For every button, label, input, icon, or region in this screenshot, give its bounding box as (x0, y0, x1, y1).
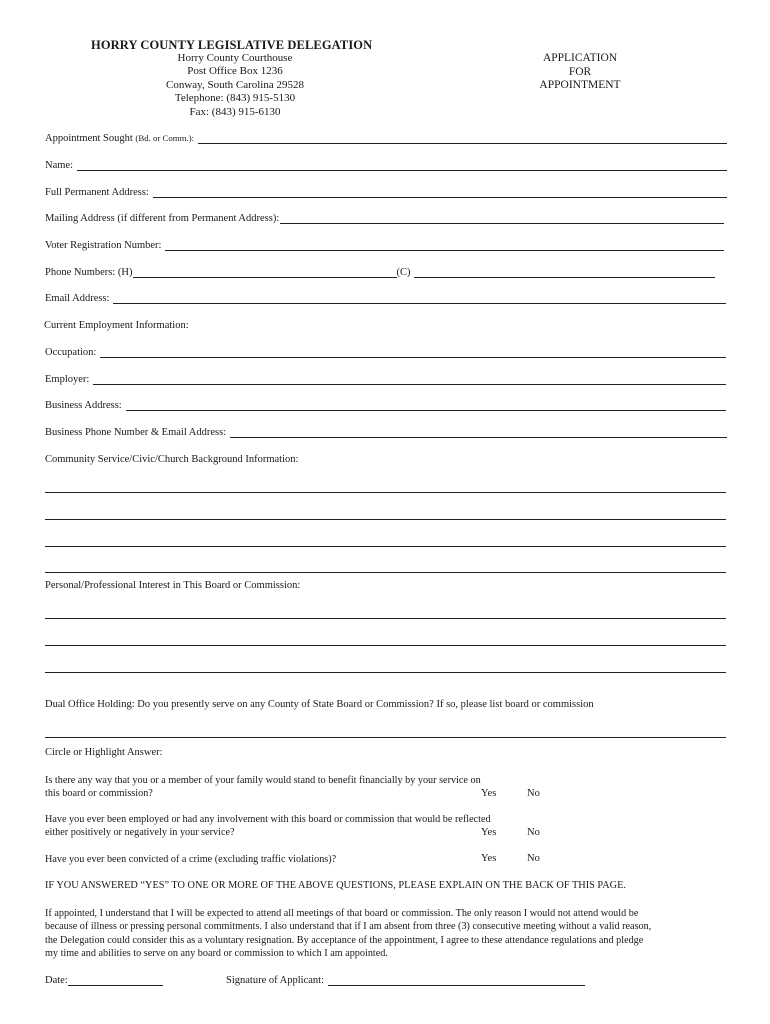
form-title-line: APPLICATION (542, 52, 618, 64)
personal-interest-heading: Personal/Professional Interest in This Board or Commission: (45, 580, 301, 591)
mailing-address-field (45, 213, 724, 224)
phone-home-input[interactable] (133, 267, 397, 278)
business-phone-email-field (45, 427, 727, 438)
form-title-line: FOR (568, 65, 592, 78)
phone-cell-label: (C) (396, 267, 411, 278)
email-label: Email Address: (45, 293, 110, 304)
question-prior-involvement (45, 813, 491, 840)
mailing-address-input[interactable] (280, 213, 724, 224)
question-text: Have you ever been employed or had any involvement with this board or commission that would be reflected (45, 814, 491, 825)
explain-on-back-note: IF YOU ANSWERED “YES” TO ONE OR MORE OF THE ABOVE QUESTIONS, PLEASE EXPLAIN ON THE BACK OF THIS PAGE. (45, 880, 626, 891)
business-address-field (45, 400, 726, 411)
form-title-line: APPOINTMENT (539, 79, 621, 92)
courthouse-address (150, 52, 320, 119)
business-phone-email-label: Business Phone Number & Email Address: (45, 427, 227, 438)
name-field (45, 160, 727, 171)
community-background-input-line[interactable] (45, 546, 726, 547)
signature-input[interactable] (328, 975, 585, 986)
permanent-address-label: Full Permanent Address: (45, 187, 149, 198)
attendance-agreement (45, 907, 735, 960)
question-text: Have you ever been convicted of a crime (excluding traffic violations)? (45, 854, 337, 865)
answer-no[interactable]: No (527, 853, 540, 864)
business-address-input[interactable] (126, 400, 726, 411)
phone-cell-input[interactable] (414, 267, 716, 278)
address-line: Horry County Courthouse (177, 52, 293, 64)
agreement-line: my time and abilities to serve on any board or commission to which I am appointed. (45, 947, 388, 959)
voter-registration-label: Voter Registration Number: (45, 240, 162, 251)
answer-no[interactable]: No (527, 788, 540, 799)
appointment-sought-hint: (Bd. or Comm.): (135, 133, 195, 143)
dual-office-input-line[interactable] (45, 737, 726, 738)
agreement-line: because of illness or pressing personal commitments. I also understand that if I am absent from three (3) consecutive meeting without a valid reason, (45, 921, 652, 933)
appointment-sought-field (45, 133, 727, 144)
agreement-line: If appointed, I understand that I will be expected to attend all meetings of that board or commission. The only reason I would not attend would be (45, 908, 639, 919)
phone-home-label: Phone Numbers: (H) (45, 267, 133, 278)
employer-label: Employer: (45, 374, 90, 385)
name-label: Name: (45, 160, 73, 171)
employer-field (45, 374, 726, 385)
circle-answer-instruction: Circle or Highlight Answer: (45, 747, 163, 758)
signature-field (226, 975, 585, 986)
voter-registration-field (45, 240, 724, 251)
appointment-sought-label: Appointment Sought (Bd. or Comm.): (45, 133, 195, 144)
answer-yes[interactable]: Yes (481, 788, 497, 799)
employment-info-heading: Current Employment Information: (44, 320, 189, 331)
community-background-input-line[interactable] (45, 572, 726, 573)
question-criminal-conviction (45, 853, 336, 866)
question-text: Is there any way that you or a member of your family would stand to benefit financially by your service on (45, 775, 481, 786)
question-financial-benefit (45, 774, 481, 801)
community-background-heading: Community Service/Civic/Church Background Information: (45, 454, 299, 465)
voter-registration-input[interactable] (165, 240, 724, 251)
occupation-input[interactable] (100, 347, 726, 358)
personal-interest-input-line[interactable] (45, 672, 726, 673)
fax-line: Fax: (843) 915-6130 (189, 105, 281, 118)
appointment-sought-input[interactable] (198, 133, 727, 144)
email-field (45, 293, 726, 304)
personal-interest-input-line[interactable] (45, 618, 726, 619)
question-text: this board or commission? (45, 788, 153, 800)
business-phone-email-input[interactable] (230, 427, 727, 438)
dual-office-question: Dual Office Holding: Do you presently serve on any County of State Board or Commission? If so, please list board or commission (45, 699, 594, 710)
delegation-title: HORRY COUNTY LEGISLATIVE DELEGATION (91, 38, 373, 52)
date-field (45, 975, 163, 986)
community-background-input-line[interactable] (45, 492, 726, 493)
business-address-label: Business Address: (45, 400, 122, 411)
address-line: Post Office Box 1236 (187, 65, 283, 78)
mailing-address-label: Mailing Address (if different from Permanent Address): (45, 213, 280, 224)
permanent-address-field (45, 187, 727, 198)
name-input[interactable] (77, 160, 727, 171)
signature-label: Signature of Applicant: (226, 975, 324, 986)
answer-yes[interactable]: Yes (481, 827, 497, 838)
agreement-line: the Delegation could consider this as a voluntary resignation. By acceptance of the appointment, I agree to these attendance regulations and pledge (45, 934, 644, 946)
occupation-label: Occupation: (45, 347, 97, 358)
date-label: Date: (45, 975, 68, 986)
phone-numbers-field (45, 267, 715, 278)
date-input[interactable] (68, 975, 163, 986)
address-line: Conway, South Carolina 29528 (166, 78, 304, 91)
question-text: either positively or negatively in your service? (45, 827, 235, 839)
email-input[interactable] (113, 293, 726, 304)
telephone-line: Telephone: (843) 915-5130 (174, 92, 296, 105)
answer-yes[interactable]: Yes (481, 853, 497, 864)
answer-no[interactable]: No (527, 827, 540, 838)
community-background-input-line[interactable] (45, 519, 726, 520)
occupation-field (45, 347, 726, 358)
form-title (520, 52, 640, 93)
permanent-address-input[interactable] (153, 187, 727, 198)
personal-interest-input-line[interactable] (45, 645, 726, 646)
employer-input[interactable] (93, 374, 726, 385)
